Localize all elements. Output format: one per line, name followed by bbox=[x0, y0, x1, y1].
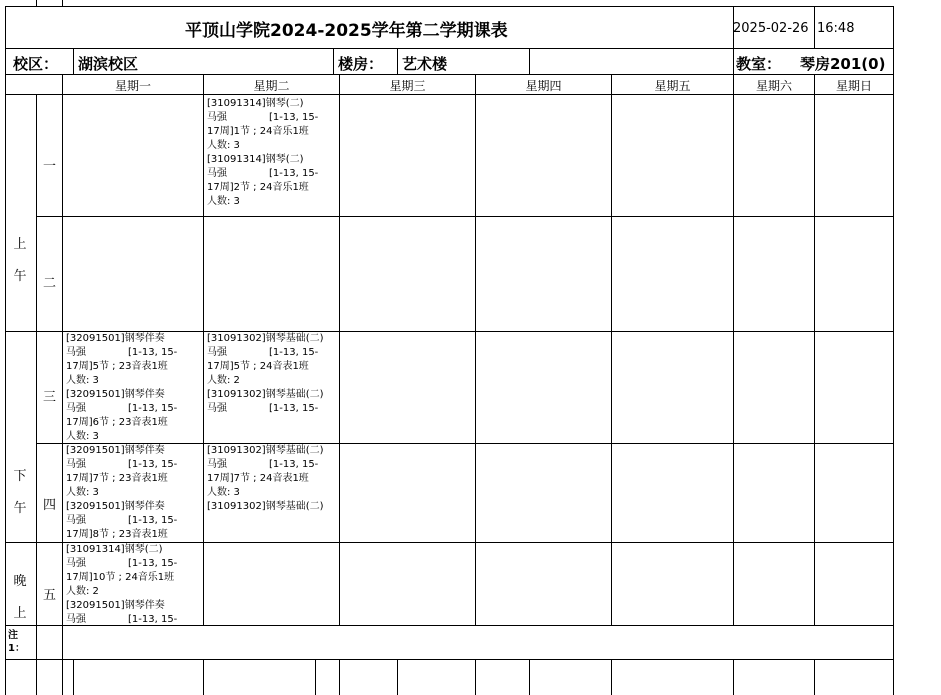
course-entry bbox=[66, 332, 203, 388]
course-weeks: [1-13, 15- bbox=[269, 347, 319, 358]
grid-line bbox=[5, 625, 893, 626]
course-entry bbox=[207, 444, 339, 500]
course-name: [32091501]钢琴伴奏 bbox=[66, 501, 165, 512]
course-weeks: [1-13, 15- bbox=[128, 347, 178, 358]
cell-mon-session-3 bbox=[63, 332, 203, 443]
course-period-class: 17周]2节 ; 24音乐1班 bbox=[207, 182, 309, 193]
grid-line bbox=[36, 216, 893, 217]
course-weeks: [1-13, 15- bbox=[269, 112, 319, 123]
course-teacher: 马强 bbox=[66, 558, 86, 569]
campus-value: 湖滨校区 bbox=[78, 55, 139, 73]
course-teacher: 马强 bbox=[207, 112, 227, 123]
course-teacher: 马强 bbox=[207, 347, 227, 358]
course-period-class: 17周]7节 ; 23音表1班 bbox=[66, 473, 168, 484]
building-value: 艺术楼 bbox=[402, 55, 448, 73]
course-teacher: 马强 bbox=[66, 614, 86, 625]
grid-line bbox=[333, 48, 334, 74]
course-entry bbox=[66, 500, 203, 542]
grid-line bbox=[814, 659, 815, 695]
grid-line bbox=[36, 625, 37, 659]
course-name: [31091314]钢琴(二) bbox=[207, 98, 304, 109]
building-label: 楼房： bbox=[338, 55, 384, 73]
course-period-class: 17周]5节 ; 24音表1班 bbox=[207, 361, 309, 372]
course-teacher: 马强 bbox=[207, 403, 227, 414]
course-weeks: [1-13, 15- bbox=[128, 403, 178, 414]
course-teacher: 马强 bbox=[207, 459, 227, 470]
grid-line bbox=[315, 659, 316, 695]
course-entry bbox=[207, 388, 339, 416]
period-afternoon: 下 午 bbox=[13, 469, 27, 516]
day-header-thu: 星期四 bbox=[525, 79, 562, 93]
course-headcount: 人数: 3 bbox=[66, 375, 99, 386]
grid-line bbox=[529, 659, 530, 695]
course-name: [31091302]钢琴基础(二) bbox=[207, 445, 324, 456]
course-weeks: [1-13, 15- bbox=[128, 614, 178, 625]
course-headcount: 人数: 2 bbox=[207, 375, 240, 386]
course-period-class: 17周]6节 ; 23音表1班 bbox=[66, 417, 168, 428]
grid-line bbox=[397, 659, 398, 695]
grid-line bbox=[814, 6, 815, 48]
course-teacher: 马强 bbox=[66, 515, 86, 526]
cell-tue-session-4 bbox=[204, 444, 339, 542]
grid-line bbox=[814, 74, 815, 625]
day-header-sat: 星期六 bbox=[755, 79, 792, 93]
grid-line bbox=[5, 6, 6, 695]
campus-label: 校区： bbox=[13, 55, 59, 73]
course-name: [31091302]钢琴基础(二) bbox=[207, 333, 324, 344]
course-period-class: 17周]10节 ; 24音乐1班 bbox=[66, 572, 175, 583]
course-name: [32091501]钢琴伴奏 bbox=[66, 389, 165, 400]
cell-mon-session-5 bbox=[63, 543, 203, 625]
cell-tue-session-1 bbox=[204, 97, 339, 216]
course-name: [31091314]钢琴(二) bbox=[207, 154, 304, 165]
course-teacher: 马强 bbox=[66, 347, 86, 358]
grid-line bbox=[36, 0, 37, 6]
grid-line bbox=[529, 48, 530, 74]
grid-line bbox=[73, 48, 74, 74]
course-entry bbox=[207, 153, 339, 209]
grid-line bbox=[733, 48, 734, 74]
cell-mon-session-4 bbox=[63, 444, 203, 542]
cell-tue-session-3 bbox=[204, 332, 339, 443]
day-header-fri: 星期五 bbox=[654, 79, 691, 93]
grid-line bbox=[339, 74, 340, 625]
grid-line bbox=[5, 94, 893, 95]
course-headcount: 人数: 2 bbox=[66, 586, 99, 597]
course-headcount: 人数: 3 bbox=[66, 487, 99, 498]
course-entry bbox=[66, 388, 203, 443]
grid-line bbox=[339, 659, 340, 695]
course-period-class: 17周]8节 ; 23音表1班 bbox=[66, 529, 168, 540]
course-name: [32091501]钢琴伴奏 bbox=[66, 600, 165, 611]
day-header-mon: 星期一 bbox=[114, 79, 151, 93]
course-teacher: 马强 bbox=[66, 459, 86, 470]
course-entry bbox=[66, 543, 203, 599]
course-period-class: 17周]5节 ; 23音表1班 bbox=[66, 361, 168, 372]
day-header-wed: 星期三 bbox=[389, 79, 426, 93]
grid-line bbox=[5, 6, 893, 7]
grid-line bbox=[62, 625, 63, 659]
course-weeks: [1-13, 15- bbox=[128, 558, 178, 569]
period-evening: 晚 上 bbox=[13, 574, 27, 621]
note-label: 注1： bbox=[8, 630, 25, 654]
grid-line bbox=[62, 0, 63, 6]
course-headcount: 人数: 3 bbox=[207, 140, 240, 151]
grid-line bbox=[203, 659, 204, 695]
grid-line bbox=[5, 659, 893, 660]
grid-line bbox=[733, 659, 734, 695]
course-headcount: 人数: 3 bbox=[66, 431, 99, 442]
grid-line bbox=[733, 74, 734, 625]
grid-line bbox=[611, 74, 612, 625]
room-value: 琴房201(0) bbox=[800, 55, 886, 73]
course-name: [32091501]钢琴伴奏 bbox=[66, 333, 165, 344]
grid-line bbox=[475, 74, 476, 625]
grid-line bbox=[893, 6, 894, 695]
course-teacher: 马强 bbox=[207, 168, 227, 179]
course-teacher: 马强 bbox=[66, 403, 86, 414]
course-entry bbox=[207, 97, 339, 153]
course-period-class: 17周]7节 ; 24音表1班 bbox=[207, 473, 309, 484]
course-name: [31091314]钢琴(二) bbox=[66, 544, 163, 555]
course-weeks: [1-13, 15- bbox=[269, 403, 319, 414]
grid-line bbox=[611, 659, 612, 695]
grid-line bbox=[73, 659, 74, 695]
course-entry bbox=[207, 500, 339, 514]
course-name: [32091501]钢琴伴奏 bbox=[66, 445, 165, 456]
print-date: 2025-02-26 bbox=[733, 21, 809, 36]
session-1: 一 bbox=[42, 159, 56, 174]
course-headcount: 人数: 3 bbox=[207, 487, 240, 498]
grid-line bbox=[475, 659, 476, 695]
print-time: 16:48 bbox=[817, 21, 855, 36]
course-entry bbox=[66, 599, 203, 625]
course-entry bbox=[66, 444, 203, 500]
session-2: 二 bbox=[42, 276, 56, 291]
grid-line bbox=[36, 659, 37, 695]
course-name: [31091302]钢琴基础(二) bbox=[207, 389, 324, 400]
grid-line bbox=[5, 74, 893, 75]
course-weeks: [1-13, 15- bbox=[269, 168, 319, 179]
day-header-tue: 星期二 bbox=[253, 79, 290, 93]
course-weeks: [1-13, 15- bbox=[269, 459, 319, 470]
period-morning: 上 午 bbox=[13, 237, 27, 284]
course-name: [31091302]钢琴基础(二) bbox=[207, 501, 324, 512]
course-period-class: 17周]1节 ; 24音乐1班 bbox=[207, 126, 309, 137]
course-entry bbox=[207, 332, 339, 388]
grid-line bbox=[5, 48, 893, 49]
course-weeks: [1-13, 15- bbox=[128, 515, 178, 526]
room-label: 教室： bbox=[736, 55, 782, 73]
course-weeks: [1-13, 15- bbox=[128, 459, 178, 470]
day-header-sun: 星期日 bbox=[835, 79, 872, 93]
page-title: 平顶山学院2024-2025学年第二学期课表 bbox=[185, 21, 508, 41]
session-5: 五 bbox=[42, 588, 56, 603]
session-3: 三 bbox=[42, 390, 56, 405]
session-4: 四 bbox=[42, 498, 56, 513]
grid-line bbox=[62, 659, 63, 695]
course-headcount: 人数: 3 bbox=[207, 196, 240, 207]
grid-line bbox=[397, 48, 398, 74]
